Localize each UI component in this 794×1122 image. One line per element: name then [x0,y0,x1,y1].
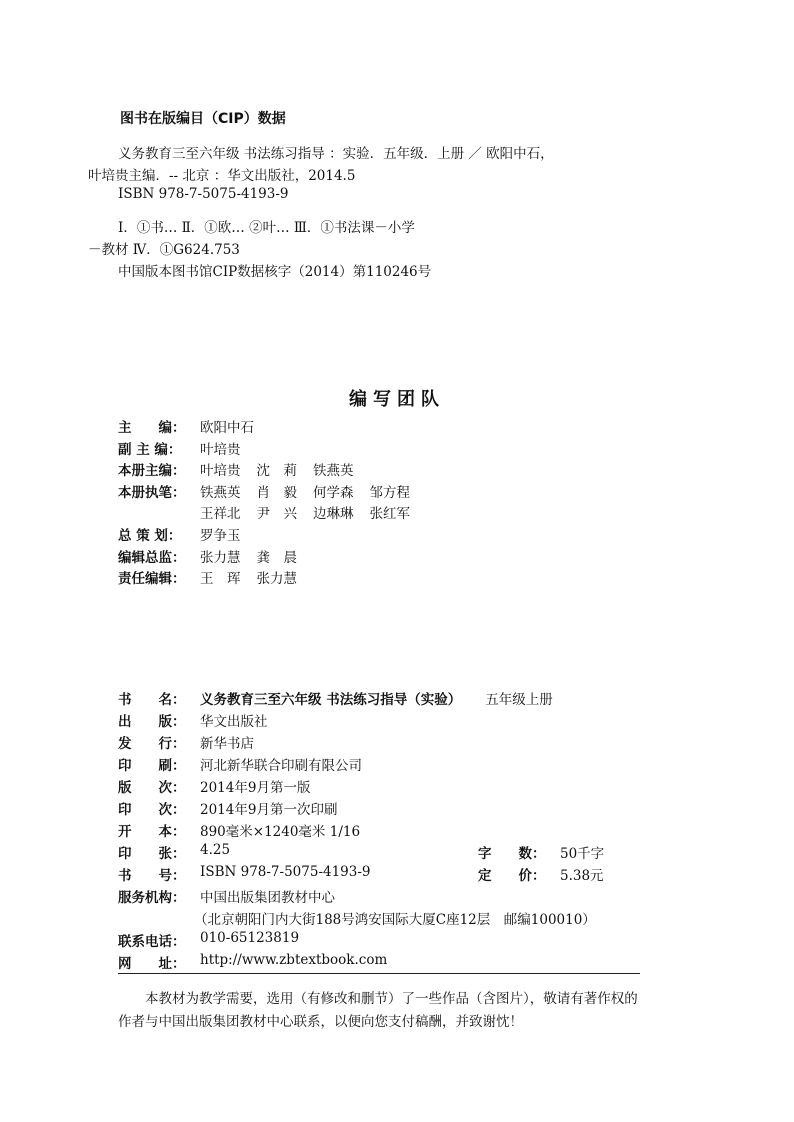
info-distributor-row [118,732,254,752]
info-isbn-row [118,864,604,884]
team-names [200,546,313,566]
team-member-name: 边琳琳 [313,506,354,523]
team-member-name: 王祥北 [200,506,241,523]
team-member-name: 王 珲 [200,571,241,588]
info-printing-row [118,798,337,818]
team-member-name: 罗争玉 [200,528,241,544]
info-sheets-row [118,842,604,862]
book-title: 义务教育三至六年级 书法练习指导（实验） [200,692,462,708]
team-role-label: 副 主 编： [118,441,182,458]
phone: 010-65123819 [200,930,300,946]
info-label: 印 张： [118,846,186,862]
team-member-name: 叶培贵 [200,441,241,458]
info-edition-row [118,776,310,796]
team-member-name: 张红军 [369,506,410,523]
team-role-label: 责任编辑： [118,571,186,588]
info-label: 书 名： [118,692,186,708]
team-role-label: 主 编： [118,420,186,436]
info-service-row [118,886,335,906]
team-names [200,459,370,479]
team-member-name: 邹方程 [369,484,410,501]
info-label: 网 址： [118,956,186,972]
info-publisher-row [118,710,268,730]
price: 5.38元 [560,868,604,884]
cip-line1: 义务教育三至六年级 书法练习指导 ：实验．五年级．上册 ／ 欧阳中石， [118,146,554,162]
team-member-name: 张力慧 [200,549,241,566]
team-title: 编写团队 [349,389,445,410]
info-label: 字 数： [478,846,546,862]
team-names [200,416,270,436]
info-address-row [194,908,596,928]
team-row [118,546,313,566]
publisher: 华文出版社 [200,714,268,730]
team-names [200,502,426,522]
cip-isbn: ISBN 978-7-5075-4193-9 [118,186,289,202]
info-format-row [118,820,360,840]
isbn: ISBN 978-7-5075-4193-9 [200,864,371,880]
team-member-name: 欧阳中石 [200,420,254,436]
team-member-name: 龚 晨 [256,549,297,566]
team-names [200,524,257,544]
sheets: 4.25 [200,842,231,858]
info-label: 开 本： [118,824,186,840]
team-row [118,459,370,479]
team-member-name: 何学森 [313,484,354,501]
team-role-label [118,502,200,522]
cip-class2: －教材 Ⅳ．①G624.753 [88,242,240,258]
team-member-name: 沈 莉 [256,463,297,480]
team-row [118,416,270,436]
team-row [118,438,257,458]
info-label: 服务机构： [118,890,186,906]
info-book-row [118,688,553,708]
cip-title: 图书在版编目（CIP）数据 [120,111,286,127]
distributor: 新华书店 [200,736,254,752]
team-role-label: 本册执笔： [118,484,186,501]
book-grade: 五年级上册 [485,692,553,708]
divider [118,973,640,974]
info-label: 定 价： [478,868,546,884]
team-member-name: 尹 兴 [256,506,297,523]
cip-number: 中国版本图书馆CIP数据核字（2014）第110246号 [118,264,432,280]
team-row [118,567,313,587]
team-names [200,567,313,587]
cip-line2: 叶培贵主编．-- 北京 ：华文出版社，2014.5 [88,168,356,184]
format: 890毫米×1240毫米 1/16 [200,824,361,840]
info-label: 印 刷： [118,758,186,774]
info-label: 版 次： [118,780,186,796]
info-phone-row [118,930,299,950]
service: 中国出版集团教材中心 [200,890,335,906]
info-label: 书 号： [118,868,186,884]
web[interactable]: http://www.zbtextbook.com [200,952,388,968]
info-printer-row [118,754,362,774]
words: 50千字 [560,846,605,862]
info-label: 发 行： [118,736,186,752]
copyright-notice: 本教材为教学需要，选用（有修改和删节）了一些作品（含图片），敬请有著作权的作者与中国出版集团教材中心联系，以便向您支付稿酬，并致谢忱！ [118,991,638,1030]
info-label: 出 版： [118,714,186,730]
info-web-row [118,952,387,972]
team-row [118,481,426,501]
info-label: 印 次： [118,802,186,818]
team-row [118,524,257,544]
printing: 2014年9月第一次印刷 [200,802,338,818]
team-names [200,438,257,458]
team-member-name: 叶培贵 [200,463,241,480]
edition: 2014年9月第一版 [200,780,311,796]
team-row [118,502,426,522]
team-names [200,481,426,501]
cip-class1: Ⅰ．①书… Ⅱ．①欧… ②叶… Ⅲ．①书法课－小学 [118,220,415,236]
team-role-label: 总 策 划： [118,528,182,544]
team-member-name: 铁燕英 [313,463,354,480]
team-role-label: 编辑总监： [118,549,186,566]
team-member-name: 肖 毅 [256,484,297,501]
team-member-name: 铁燕英 [200,484,241,501]
team-member-name: 张力慧 [256,571,297,588]
team-role-label: 本册主编： [118,463,186,480]
address: （北京朝阳门内大街188号鸿安国际大厦C座12层 邮编100010） [194,912,596,928]
printer: 河北新华联合印刷有限公司 [200,758,362,774]
info-label: 联系电话： [118,934,186,950]
